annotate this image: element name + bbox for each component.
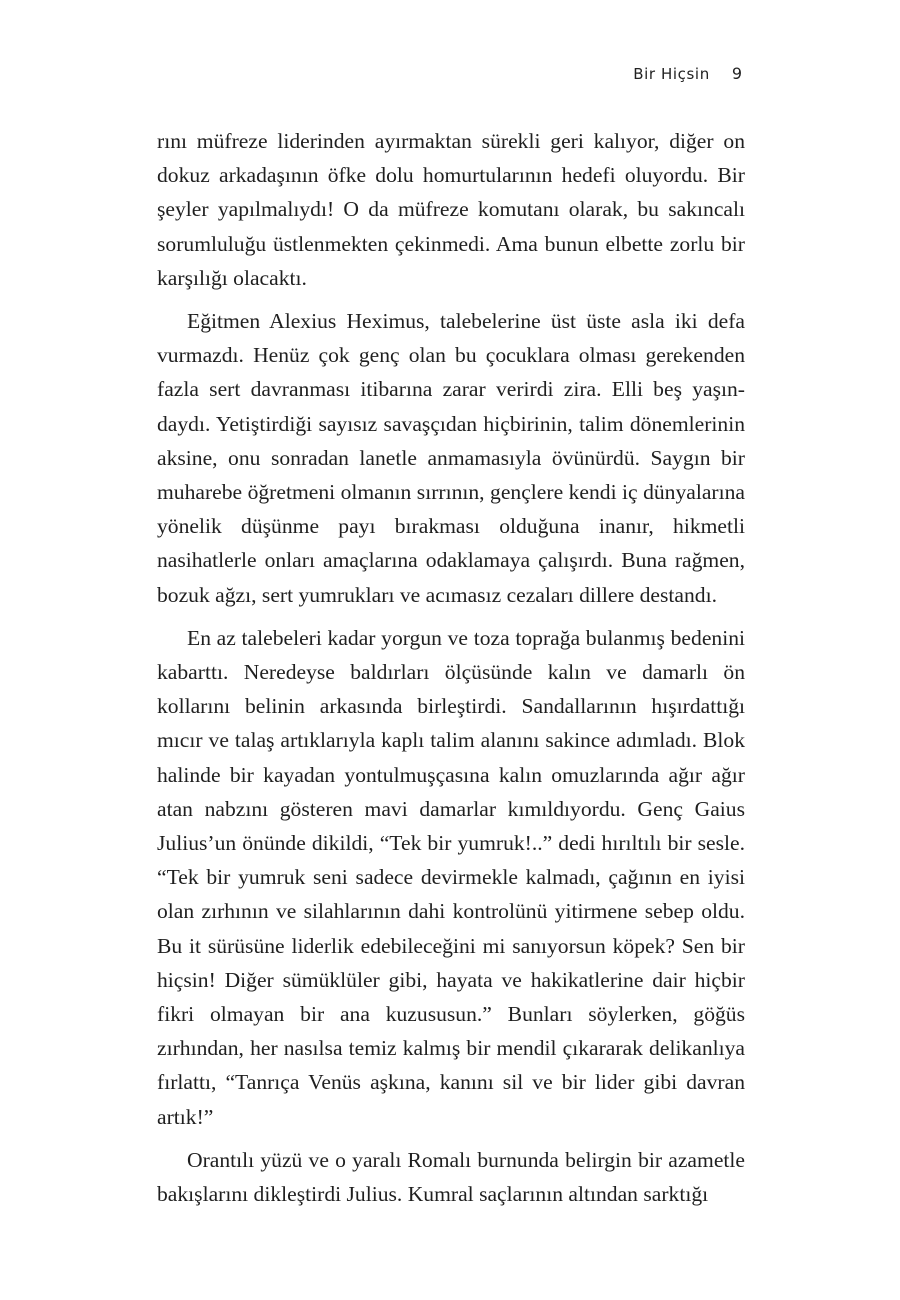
body-text (157, 124, 745, 1220)
paragraph: Orantılı yüzü ve o yaralı Romalı burnunda belirgin bir azametle bakışlarını dikleştirdi Julius. Kumral saçlarının altından sarktığı (157, 1147, 745, 1207)
paragraph: rını müfreze liderinden ayırmaktan sürekli geri kalıyor, diğer on dokuz arkadaşının öfke dolu homurtularının hedefi oluyordu. Bir şeyler yapılmalıydı! O da müfreze komutanı olarak, bu sakıncalı sorumluluğu üstlenmekten çekinmedi. Ama bunun elbette zorlu bir karşılığı olacaktı. (157, 129, 745, 290)
page-number: 9 (731, 64, 742, 83)
paragraph: Eğitmen Alexius Heximus, talebelerine üst üste asla iki defa vurmazdı. Henüz çok genç olan bu çocuklara olması gerekenden fazla sert davranması itibarına zarar verirdi zira. Elli beş yaşındaydı. Yetiştirdiği sayısız savaşçıdan hiçbirinin, talim dönemlerinin aksine, onu sonradan lanetle anmamasıyla övünürdü. Saygın bir muharebe öğretmeni olmanın sırrının, gençlere kendi iç dünyalarına yönelik düşünme payı bırakması olduğuna inanır, hikmetli nasihatlerle onları amaçlarına odaklamaya çalışırdı. Buna rağmen, bozuk ağzı, sert yumrukları ve acımasız cezaları dillere destandı. (157, 309, 745, 607)
running-header (633, 64, 742, 83)
paragraph: En az talebeleri kadar yorgun ve toza toprağa bulanmış bedenini kabarttı. Neredeyse baldırları ölçüsünde kalın ve damarlı ön kollarını belinin arkasında birleştirdi. Sandallarının hışırdattığı mıcır ve talaş artıklarıyla kaplı talim alanını sakince adımladı. Blok halinde bir kayadan yontulmuşçasına kalın omuzlarında ağır ağır atan nabzını gösteren mavi damarlar kımıldıyordu. Genç Gaius Julius’un önünde dikildi, “Tek bir yumruk!..” dedi hırıltılı bir sesle. “Tek bir yumruk seni sadece devirmekle kalmadı, çağının en iyisi olan zırhının ve silahlarının dahi kontrolünü yitirmene sebep oldu. Bu it sürüsüne liderlik edebileceğini mi sanıyorsun köpek? Sen bir hiçsin! Diğer sümüklüler gibi, hayata ve hakikatlerine dair hiçbir fikri olmayan bir ana kuzususun.” Bunları söylerken, göğüs zırhından, her nasılsa temiz kalmış bir mendil çıkararak delikanlıya fırlattı, “Tanrıça Venüs aşkına, kanını sil ve bir lider gibi davran artık!” (157, 625, 745, 1129)
chapter-title: Bir Hiçsin (633, 65, 710, 83)
